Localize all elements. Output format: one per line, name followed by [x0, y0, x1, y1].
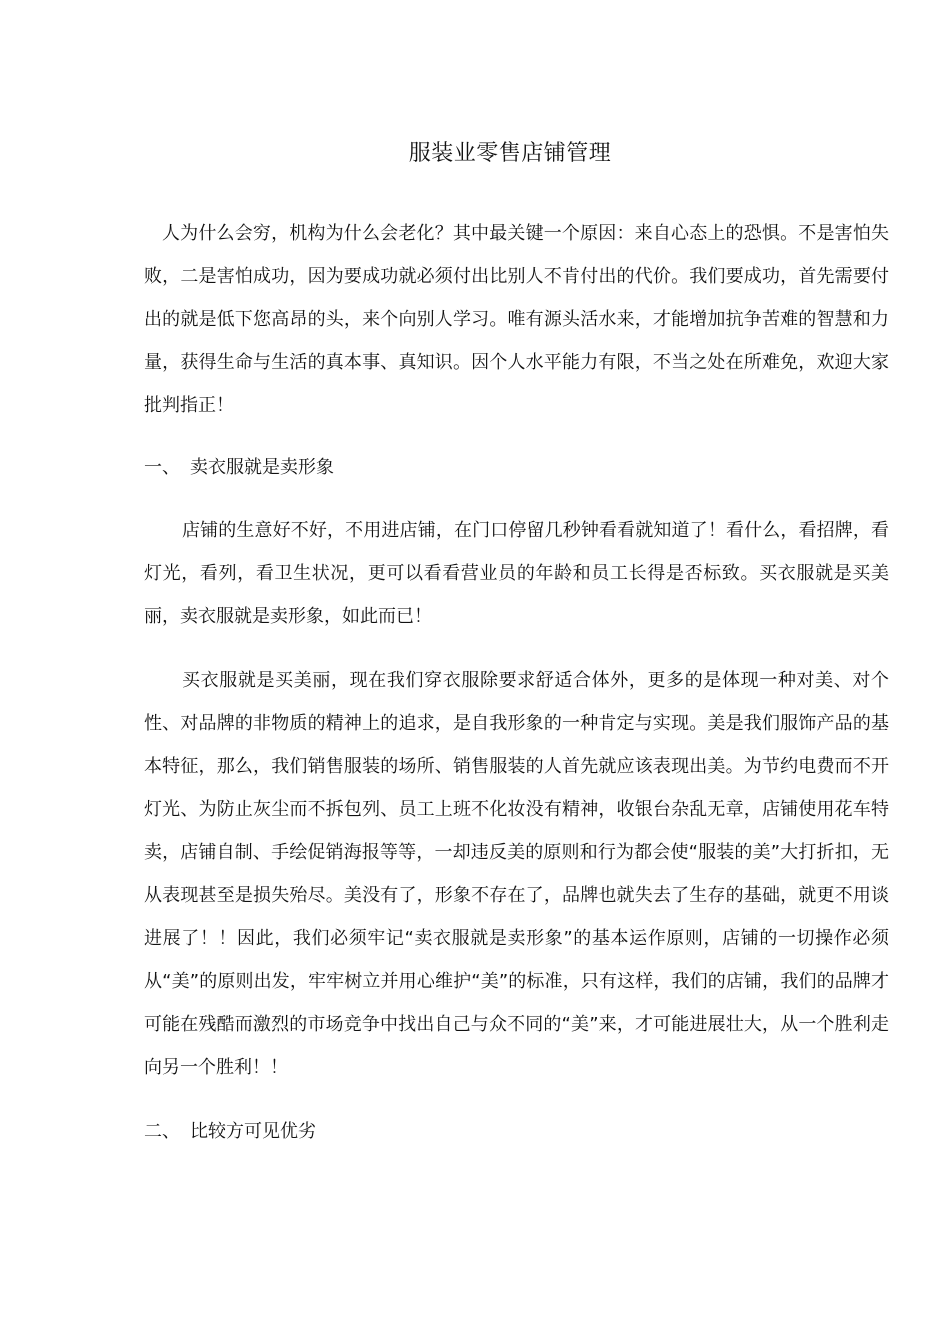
section-2-number: 二、: [144, 1121, 180, 1142]
section-1-title: 卖衣服就是卖形象: [190, 457, 334, 478]
section-1-heading: [144, 454, 889, 482]
section-1-paragraph-1: 店铺的生意好不好，不用进店铺，在门口停留几秒钟看看就知道了！看什么，看招牌，看灯光，看列，看卫生状况，更可以看看营业员的年龄和员工长得是否标致。买衣服就是买美丽，卖衣服就是卖形象，如此而已！: [144, 520, 889, 627]
section-1-number: 一、: [144, 457, 180, 478]
intro-paragraph: 人为什么会穷，机构为什么会老化？其中最关键一个原因：来自心态上的恐惧。不是害怕失败，二是害怕成功，因为要成功就必须付出比别人不肯付出的代价。我们要成功，首先需要付出的就是低下您高昂的头，来个向别人学习。唯有源头活水来，才能增加抗争苦难的智慧和力量，获得生命与生活的真本事、真知识。因个人水平能力有限，不当之处在所难免，欢迎大家批判指正！: [144, 223, 889, 416]
section-2-title: 比较方可见优劣: [190, 1121, 316, 1142]
section-1-paragraph-2: 买衣服就是买美丽，现在我们穿衣服除要求舒适合体外，更多的是体现一种对美、对个性、对品牌的非物质的精神上的追求，是自我形象的一种肯定与实现。美是我们服饰产品的基本特征，那么，我们销售服装的场所、销售服装的人首先就应该表现出美。为节约电费而不开灯光、为防止灰尘而不拆包列、员工上班不化妆没有精神，收银台杂乱无章，店铺使用花车特卖，店铺自制、手绘促销海报等等，一却违反美的原则和行为都会使“服装的美”大打折扣，无从表现甚至是损失殆尽。美没有了，形象不存在了，品牌也就失去了生存的基础，就更不用谈进展了！！因此，我们必须牢记“卖衣服就是卖形象”的基本运作原则，店铺的一切操作必须从“美”的原则出发，牢牢树立并用心维护“美”的标准，只有这样，我们的店铺，我们的品牌才可能在残酷而激烈的市场竞争中找出自己与众不同的“美”来，才可能进展壮大，从一个胜利走向另一个胜利！！: [144, 670, 889, 1078]
document-title: 服装业零售店铺管理: [408, 141, 612, 166]
section-2-heading: [144, 1118, 889, 1146]
